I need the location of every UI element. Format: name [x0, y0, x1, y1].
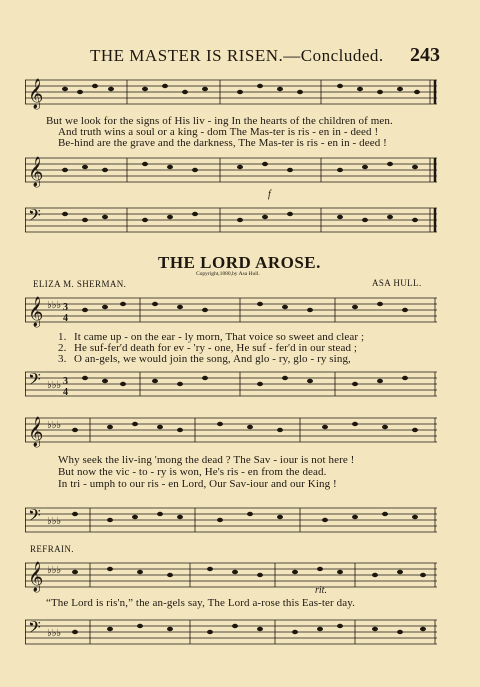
svg-text:♭♭♭: ♭♭♭ — [47, 420, 62, 431]
svg-text:3: 3 — [63, 376, 68, 387]
svg-text:4: 4 — [63, 387, 68, 398]
svg-text:𝄞: 𝄞 — [28, 157, 44, 187]
dynamic-forte: f — [268, 189, 271, 200]
page-number: 243 — [410, 44, 440, 66]
staff-song2-treble-1 — [25, 290, 440, 330]
svg-text:𝄞: 𝄞 — [28, 417, 44, 447]
svg-text:4: 4 — [63, 313, 68, 324]
svg-text:♭♭♭: ♭♭♭ — [47, 300, 62, 311]
svg-text:♭♭♭: ♭♭♭ — [47, 628, 62, 639]
staff-song2-bass-2 — [25, 500, 440, 540]
song2-composer: ASA HULL. — [372, 278, 422, 288]
song2-verse-num-3: 3. — [58, 353, 67, 365]
refrain-label: REFRAIN. — [30, 544, 74, 554]
song2-author: ELIZA M. SHERMAN. — [33, 279, 127, 289]
svg-text:𝄞: 𝄞 — [28, 562, 44, 592]
song1-verse-line-1: But we look for the signs of His liv - ing In the hearts of the children of men. — [46, 115, 393, 127]
song2-copyright: Copyright,1880,by Asa Hull. — [196, 271, 260, 277]
song2-s2-line-1: Why seek the liv-ing 'mong the dead ? The Sav - iour is not here ! — [58, 454, 355, 466]
song2-s1-line-1: It came up - on the ear - ly morn, That voice so sweet and clear ; — [74, 331, 365, 343]
staff-refrain-bass — [25, 612, 440, 652]
svg-text:3: 3 — [63, 302, 68, 313]
svg-text:𝄢: 𝄢 — [28, 205, 41, 229]
song2-verse-num-2: 2. — [58, 342, 67, 354]
song2-s2-line-2: But now the vic - to - ry is won, He's ris - en from the dead. — [58, 466, 327, 478]
staff-treble-2 — [25, 150, 440, 190]
staff-refrain-treble — [25, 555, 440, 595]
svg-text:𝄢: 𝄢 — [28, 505, 41, 529]
staff-treble-1 — [25, 72, 440, 112]
song1-verse-line-3: Be-hind are the grave and the darkness, The Mas-ter is ris - en in - deed ! — [58, 137, 387, 149]
ritardando-mark: rit. — [315, 585, 327, 596]
song2-title: THE LORD AROSE. — [158, 253, 321, 272]
song2-verse-num-1: 1. — [58, 331, 67, 343]
staff-song2-bass-1 — [25, 364, 440, 404]
svg-text:♭♭♭: ♭♭♭ — [47, 380, 62, 391]
staff-song2-treble-2 — [25, 410, 440, 450]
song2-s1-line-2: He suf-fer'd death for ev - 'ry - one, He suf - fer'd in our stead ; — [74, 342, 358, 354]
svg-text:♭♭♭: ♭♭♭ — [47, 516, 62, 527]
song2-s2-line-3: In tri - umph to our ris - en Lord, Our Sav-iour and our King ! — [58, 478, 337, 490]
song1-verse-line-2: And truth wins a soul or a king - dom The Mas-ter is ris - en in - deed ! — [58, 126, 379, 138]
svg-text:𝄞: 𝄞 — [28, 79, 44, 109]
svg-text:𝄞: 𝄞 — [28, 297, 44, 327]
refrain-line: “The Lord is ris'n,” the an-gels say, The Lord a-rose this Eas-ter day. — [46, 597, 355, 609]
svg-text:𝄢: 𝄢 — [28, 369, 41, 393]
svg-text:♭♭♭: ♭♭♭ — [47, 565, 62, 576]
svg-text:𝄢: 𝄢 — [28, 617, 41, 641]
page-header-title: THE MASTER IS RISEN.—Concluded. — [90, 46, 384, 65]
song2-s1-line-3: O an-gels, we would join the song, And glo - ry, glo - ry sing, — [74, 353, 351, 365]
staff-bass-1 — [25, 200, 440, 240]
